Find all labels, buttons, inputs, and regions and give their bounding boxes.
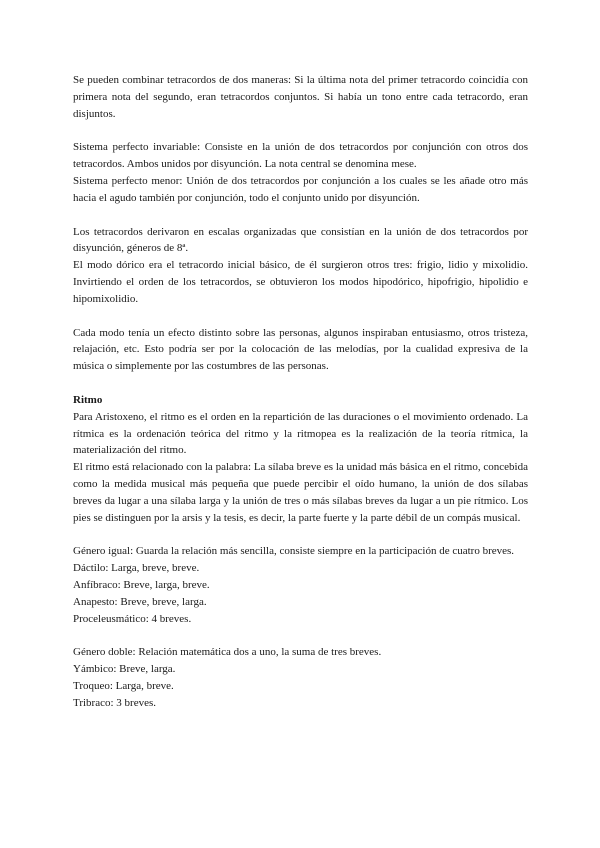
list-item: Proceleusmático: 4 breves. <box>73 612 192 625</box>
paragraph-gap <box>73 122 528 139</box>
paragraph-efecto-modos: Cada modo tenía un efecto distinto sobre las personas, algunos inspiraban entusiasmo, otros tristeza, relajación, etc. Esto podría ser por la colocación de las melodías, por la cualidad expresiva de la música o simplemente por las costumbres de las personas. <box>73 326 528 373</box>
paragraph-gap <box>73 375 528 392</box>
section-heading-ritmo: Ritmo <box>73 393 103 406</box>
list-item: Troqueo: Larga, breve. <box>73 679 174 692</box>
list-item: Tribraco: 3 breves. <box>73 696 156 709</box>
document-body <box>73 72 528 712</box>
paragraph-gap <box>73 308 528 325</box>
paragraph-aristoxeno: Para Aristoxeno, el ritmo es el orden en la repartición de las duraciones o el movimiento ordenado. La rítmica es la ordenación teórica del ritmo y la ritmopea es la realización de la teoría rítmica, la materialización del ritmo. <box>73 410 528 457</box>
paragraph-gap <box>73 207 528 224</box>
list-item: Yámbico: Breve, larga. <box>73 663 176 676</box>
paragraph-combinacion-tetracordos: Se pueden combinar tetracordos de dos maneras: Si la última nota del primer tetracordo coincidía con primera nota del segundo, eran tetracordos conjuntos. Si había un tono entre cada tetracordo, eran disjuntos. <box>73 74 528 120</box>
list-item: Anfíbraco: Breve, larga, breve. <box>73 578 210 591</box>
paragraph-genero-doble: Género doble: Relación matemática dos a uno, la suma de tres breves. <box>73 646 382 659</box>
paragraph-ritmo-palabra: El ritmo está relacionado con la palabra: La sílaba breve es la unidad más básica en el ritmo, concebida como la medida musical más pequeña que puede percibir el oído humano, la unión de dos sílabas breves da lugar a una sílaba larga y la unión de tres o más sílabas breves da lugar a un pie rítmico. Los pies se distinguen por la arsis y la tesis, es decir, la parte fuerte y la parte débil de un compás musical. <box>73 461 528 524</box>
paragraph-escalas: Los tetracordos derivaron en escalas organizadas que consistían en la unión de dos tetracordos por disyunción, géneros de 8ª. <box>73 225 528 255</box>
paragraph-sistema-menor: Sistema perfecto menor: Unión de dos tetracordos por conjunción a los cuales se les añade otro más hacia el agudo también por conjunción, todo el conjunto unido por disyunción. <box>73 174 528 204</box>
paragraph-genero-igual: Género igual: Guarda la relación más sencilla, consiste siempre en la participación de cuatro breves. <box>73 545 515 558</box>
list-item: Dáctilo: Larga, breve, breve. <box>73 562 200 575</box>
paragraph-sistema-invariable: Sistema perfecto invariable: Consiste en la unión de dos tetracordos por conjunción con otros dos tetracordos. Ambos unidos por disyunción. La nota central se denomina mese. <box>73 141 528 171</box>
paragraph-modo-dorico: El modo dórico era el tetracordo inicial básico, de él surgieron otros tres: frigio, lidio y mixolidio. Invirtiendo el orden de los tetracordos, se obtuvieron los modos hipodórico, hipofrigio, hipolidio e hipomixolidio. <box>73 259 528 305</box>
paragraph-gap <box>73 627 528 644</box>
paragraph-gap <box>73 526 528 543</box>
list-item: Anapesto: Breve, breve, larga. <box>73 595 207 608</box>
